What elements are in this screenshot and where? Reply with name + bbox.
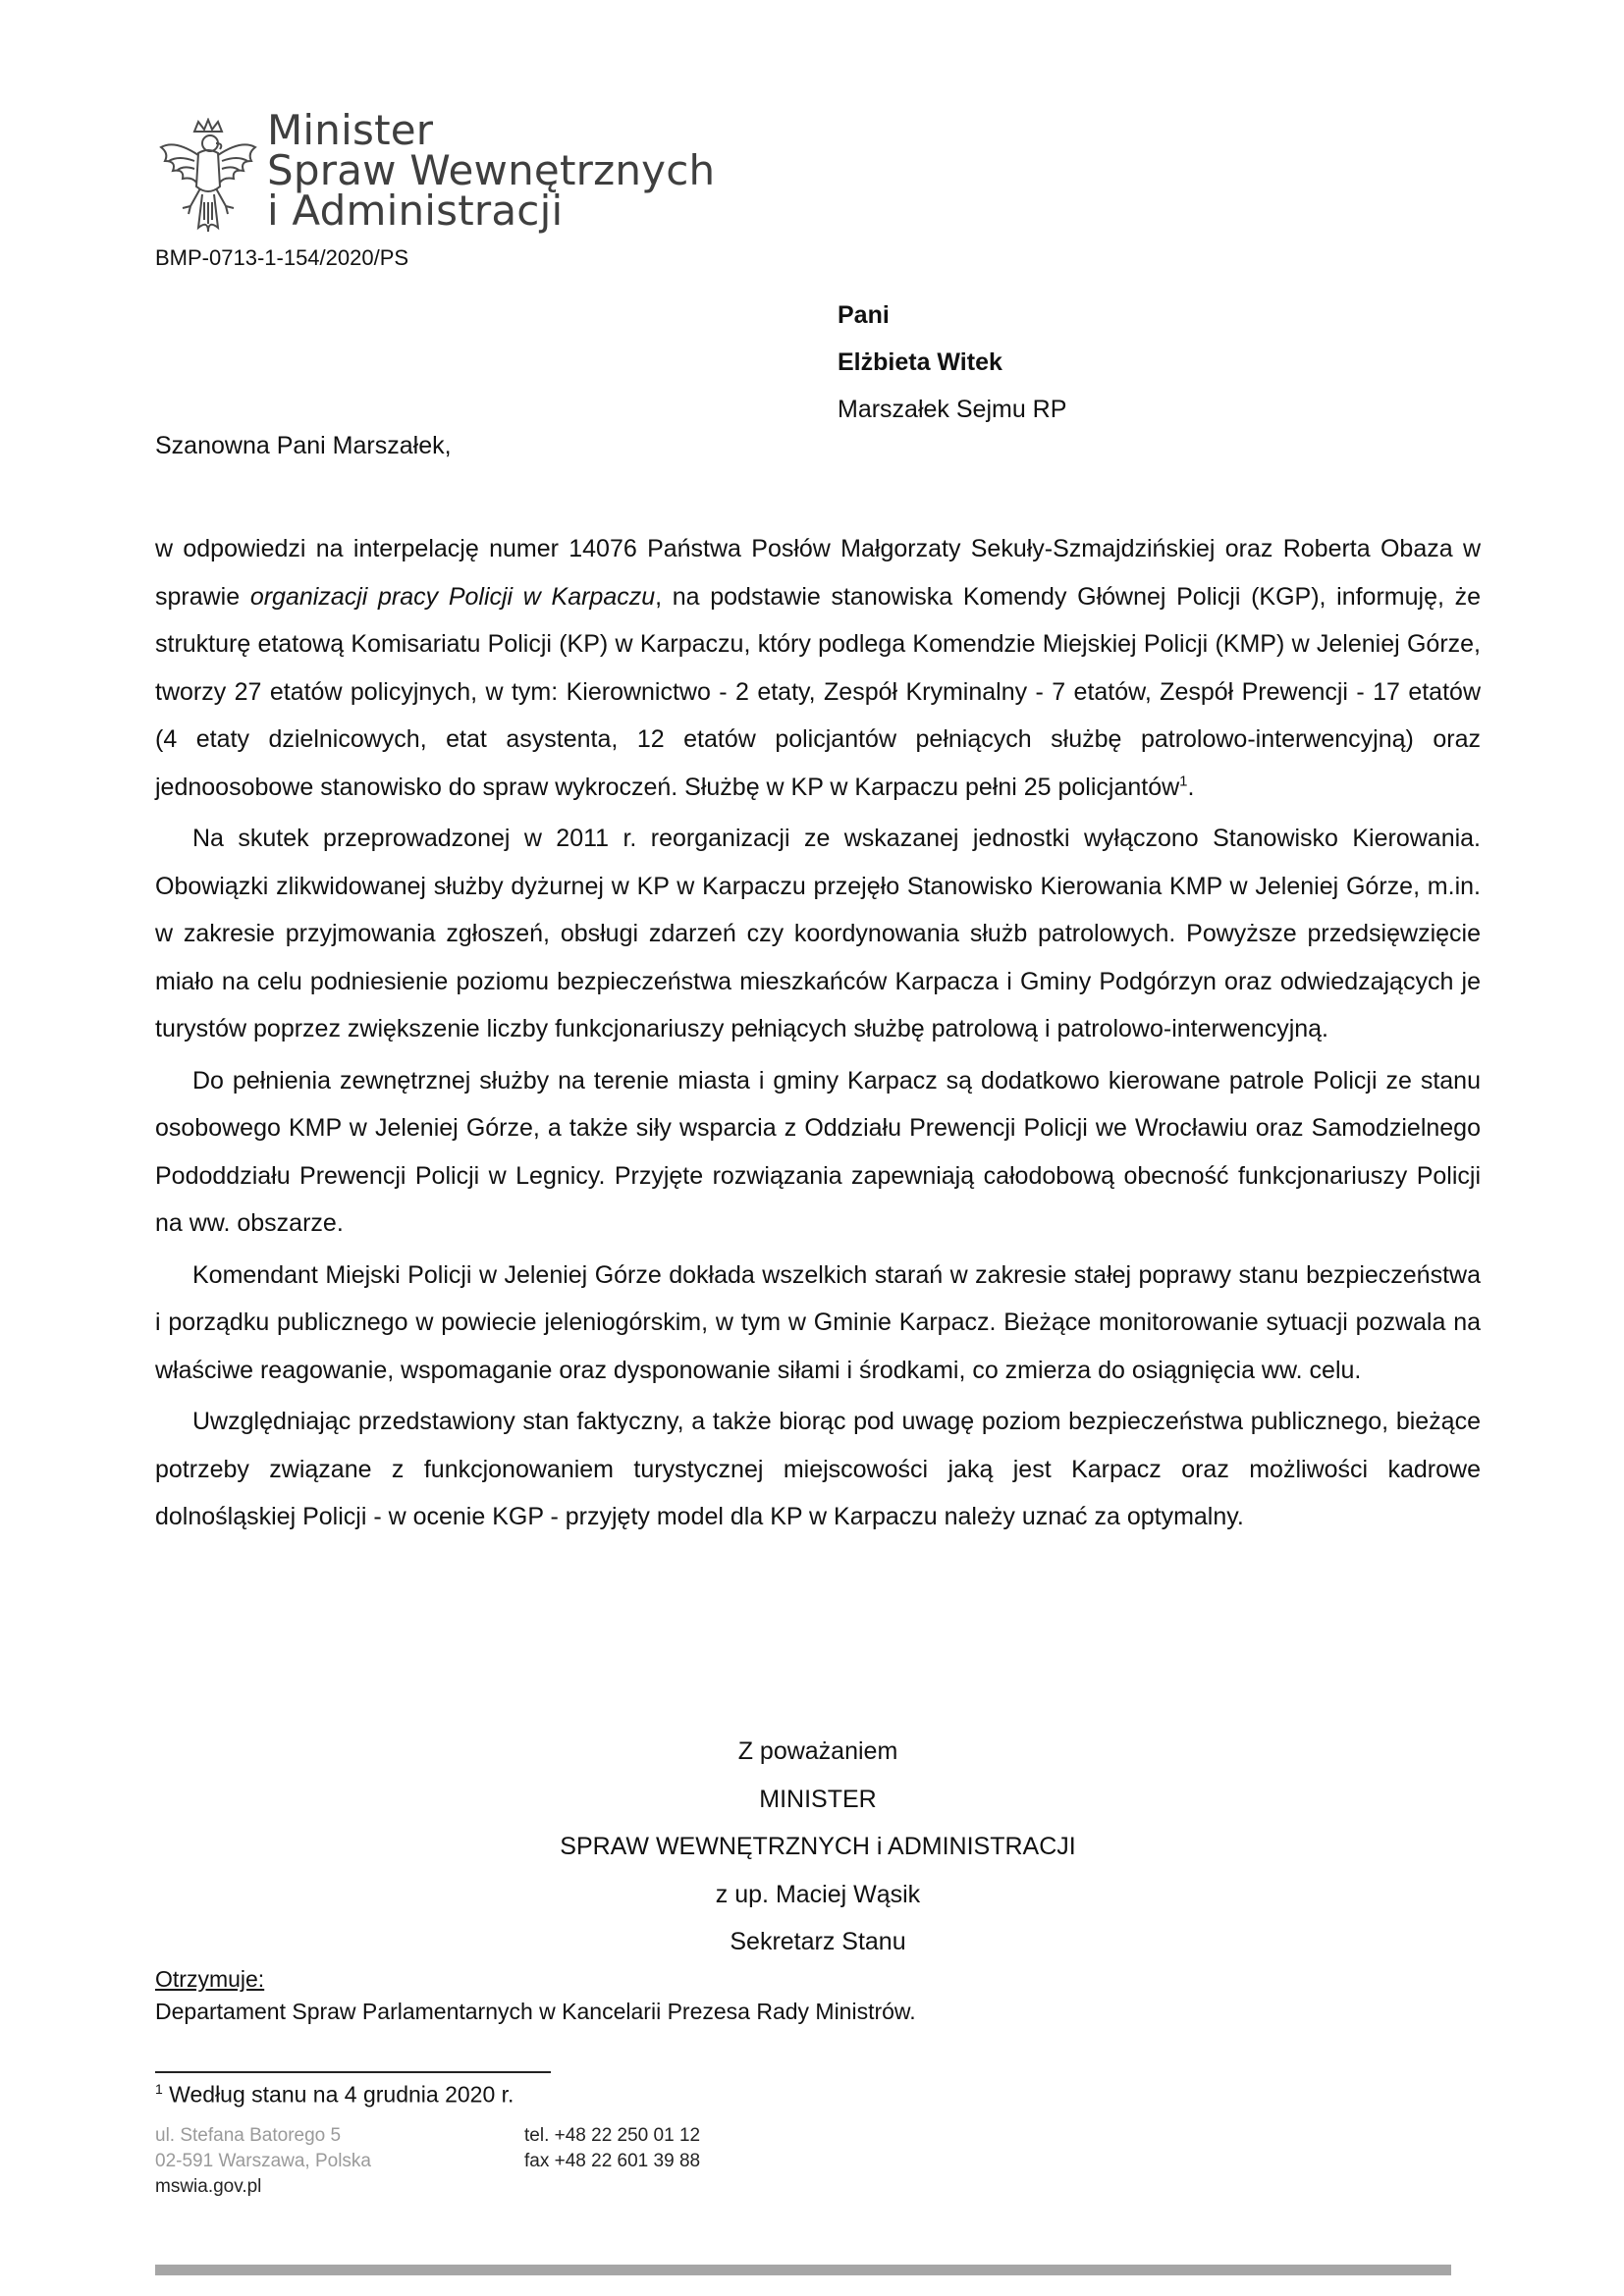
footnote-divider [155, 2071, 551, 2073]
footnote-mark: 1 [155, 2081, 163, 2097]
footer-city: 02-591 Warszawa, Polska [155, 2151, 372, 2171]
body-paragraph-5: Uwzględniając przedstawiony stan faktyczny, a także biorąc pod uwagę poziom bezpieczeństwa publicznego, bieżące potrzeby związane z funkcjonowaniem turystycznej miejscowości jaką jest Karpacz oraz możliwości kadrowe dolnośląskiej Policji - w ocenie KGP - przyjęty model dla KP w Karpaczu należy uznać za optymalny. [155, 1408, 1481, 1530]
body-text: . [1187, 773, 1195, 801]
footnote [155, 2081, 514, 2109]
body-emphasis: organizacji pracy Policji w Karpaczu [249, 582, 656, 611]
signature-role: Sekretarz Stanu [730, 1928, 906, 1955]
body-paragraph-4: Komendant Miejski Policji w Jeleniej Górze dokłada wszelkich starań w zakresie stałej poprawy stanu bezpieczeństwa i porządku publicznego w powiecie jeleniogórskim, w tym w Gminie Karpacz. Bieżące monitorowanie sytuacji pozwala na właściwe reagowanie, wspomaganie oraz dysponowanie siłami i środkami, co zmierza do osiągnięcia ww. celu. [155, 1260, 1481, 1384]
addressee-name: Elżbieta Witek [838, 348, 1002, 376]
body-paragraph-3: Do pełnienia zewnętrznej służby na terenie miasta i gminy Karpacz są dodatkowo kierowane patrole Policji ze stanu osobowego KMP w Jeleniej Górze, a także siły wsparcia z Oddziału Prewencji Policji we Wrocławiu oraz Samodzielnego Pododdziału Prewencji Policji w Legnicy. Przyjęte rozwiązania zapewniają całodobową obecność funkcjonariuszy Policji na ww. obszarze. [155, 1066, 1481, 1237]
logo-line: Minister [267, 106, 434, 154]
signature-closing: Z poważaniem [737, 1737, 898, 1765]
footnote-text: Według stanu na 4 grudnia 2020 r. [162, 2081, 514, 2108]
ministry-logo-text [267, 106, 716, 235]
footnote-reference: 1 [1179, 773, 1188, 790]
body-text: , na podstawie stanowiska Komendy Głównej Policji (KGP), informuję, że strukturę etatową Komisariatu Policji (KP) w Karpaczu, który podlega Komendzie Miejskiej Policji (KMP) w Jeleniej Górze, tworzy 27 etatów policyjnych, w tym: Kierownictwo - 2 etaty, Zespół Kryminalny - 7 etatów, Zespół Prewencji - 17 etatów (4 etaty dzielnicowych, etat asystenta, 12 etatów policjantów pełniących służbę patrolowo-interwencyjną) oraz jednoosobowe stanowisko do spraw wykroczeń. Służbę w KP w Karpaczu pełni 25 policjantów [155, 582, 1481, 801]
logo-line: Spraw Wewnętrznych [267, 146, 716, 194]
addressee-position: Marszałek Sejmu RP [838, 396, 1067, 423]
footer-website-link[interactable]: mswia.gov.pl [155, 2176, 262, 2197]
footer-contact [524, 2123, 700, 2174]
letter-body [155, 525, 1481, 1545]
footer-fax: fax +48 22 601 39 88 [524, 2151, 701, 2171]
footer-phone: tel. +48 22 250 01 12 [524, 2125, 701, 2146]
signature-ministry: SPRAW WEWNĘTRZNYCH i ADMINISTRACJI [560, 1833, 1076, 1860]
body-paragraph-1 [155, 525, 1481, 811]
signature-block [155, 1728, 1481, 1966]
body-paragraph-2: Na skutek przeprowadzonej w 2011 r. reorganizacji ze wskazanej jednostki wyłączono Stanowisko Kierowania. Obowiązki zlikwidowanej służby dyżurnej w KP w Karpaczu przejęło Stanowisko Kierowania KMP w Jeleniej Górze, m.in. w zakresie przyjmowania zgłoszeń, obsługi zdarzeń czy koordynowania służb patrolowych. Powyższe przedsięwzięcie miało na celu podniesienie poziomu bezpieczeństwa mieszkańców Karpacza i Gminy Podgórzyn oraz odwiedzających je turystów poprzez zwiększenie liczby funkcjonariuszy pełniących służbę patrolową i patrolowo-interwencyjną. [155, 825, 1481, 1042]
salutation: Szanowna Pani Marszałek, [155, 432, 452, 459]
body-text: w odpowiedzi na interpelację numer 14076 Państwa Posłów Małgorzaty Sekuły-Szmajdzińskiej oraz Roberta Obaza w sprawie [155, 535, 1481, 611]
addressee-block [838, 292, 1066, 433]
footer-bar [155, 2265, 1451, 2275]
recipients-value: Departament Spraw Parlamentarnych w Kancelarii Prezesa Rady Ministrów. [155, 1999, 916, 2024]
footer-street: ul. Stefana Batorego 5 [155, 2125, 342, 2146]
logo-line: i Administracji [267, 187, 564, 235]
signature-signer: z up. Maciej Wąsik [715, 1880, 921, 1908]
reference-number: BMP-0713-1-154/2020/PS [155, 245, 409, 270]
recipients-label: Otrzymuje: [155, 1966, 265, 1992]
addressee-title: Pani [838, 301, 890, 329]
footer-address [155, 2123, 371, 2200]
signature-office: MINISTER [759, 1785, 877, 1813]
eagle-emblem-icon [155, 118, 261, 234]
